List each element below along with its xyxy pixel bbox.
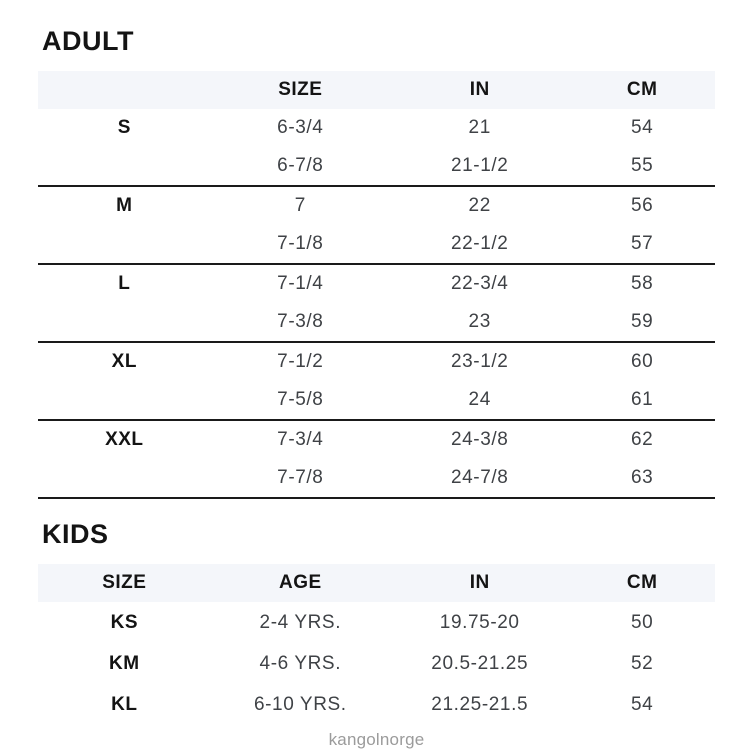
age-value: 2-4 YRS. (259, 611, 342, 633)
cm-value: 54 (631, 117, 654, 139)
inches-value: 23-1/2 (450, 351, 509, 373)
inches-value: 24-7/8 (450, 467, 509, 489)
hat-size-value: 6-3/4 (277, 117, 324, 139)
cm-value: 52 (631, 652, 654, 674)
kids-header-age: AGE (278, 572, 322, 594)
kids-header-size: SIZE (102, 572, 147, 594)
size-group-label: S (117, 117, 131, 139)
cm-value: 59 (631, 311, 654, 333)
hat-size-value: 7 (294, 195, 306, 217)
inches-value: 22-3/4 (450, 273, 509, 295)
cm-value: 54 (631, 693, 654, 715)
hat-size-value: 7-7/8 (277, 467, 324, 489)
kids-size-label: KM (109, 652, 140, 674)
kids-row-km (38, 643, 715, 684)
hat-size-value: 7-1/2 (277, 351, 324, 373)
cm-value: 61 (631, 389, 654, 411)
inches-value: 24 (468, 389, 491, 411)
cm-value: 62 (631, 429, 654, 451)
age-value: 6-10 YRS. (253, 693, 347, 715)
kids-size-table (38, 564, 715, 725)
kids-row-kl (38, 684, 715, 725)
adult-group-xxl (38, 421, 715, 499)
inches-value: 22-1/2 (450, 233, 509, 255)
hat-size-value: 7-3/4 (277, 429, 324, 451)
kids-size-label: KS (110, 611, 139, 633)
cm-value: 63 (631, 467, 654, 489)
age-value: 4-6 YRS. (259, 652, 342, 674)
adult-group-xl (38, 343, 715, 421)
inches-value: 21-1/2 (450, 155, 509, 177)
adult-section-title: ADULT (42, 26, 134, 56)
adult-group-l (38, 265, 715, 343)
cm-value: 57 (631, 233, 654, 255)
hat-size-value: 7-1/4 (277, 273, 324, 295)
kids-header-cm: CM (626, 572, 658, 594)
inches-value: 22 (468, 195, 491, 217)
adult-group-m (38, 187, 715, 265)
inches-value: 21 (468, 117, 491, 139)
cm-value: 50 (631, 611, 654, 633)
size-group-label: M (116, 195, 133, 217)
inches-value: 24-3/8 (450, 429, 509, 451)
brand-watermark: kangolnorge (328, 730, 425, 750)
size-group-label: XL (111, 351, 137, 373)
hat-size-value: 7-5/8 (277, 389, 324, 411)
kids-section-title: KIDS (42, 519, 109, 550)
size-group-label: L (118, 273, 131, 295)
adult-table-header-row (38, 71, 715, 109)
hat-size-value: 7-1/8 (277, 233, 324, 255)
inches-value: 19.75-20 (439, 611, 520, 633)
hat-size-value: 6-7/8 (277, 155, 324, 177)
hat-size-value: 7-3/8 (277, 311, 324, 333)
adult-group-s (38, 109, 715, 187)
kids-header-in: IN (469, 572, 490, 594)
cm-value: 58 (631, 273, 654, 295)
kids-size-label: KL (111, 693, 138, 715)
adult-header-cm: CM (626, 79, 658, 101)
adult-header-size: SIZE (278, 79, 323, 101)
cm-value: 55 (631, 155, 654, 177)
adult-header-in: IN (469, 79, 490, 101)
cm-value: 60 (631, 351, 654, 373)
inches-value: 21.25-21.5 (431, 693, 529, 715)
kids-table-header-row (38, 564, 715, 602)
inches-value: 23 (468, 311, 491, 333)
kids-row-ks (38, 602, 715, 643)
cm-value: 56 (631, 195, 654, 217)
inches-value: 20.5-21.25 (431, 652, 529, 674)
adult-size-table (38, 71, 715, 499)
size-group-label: XXL (105, 429, 144, 451)
